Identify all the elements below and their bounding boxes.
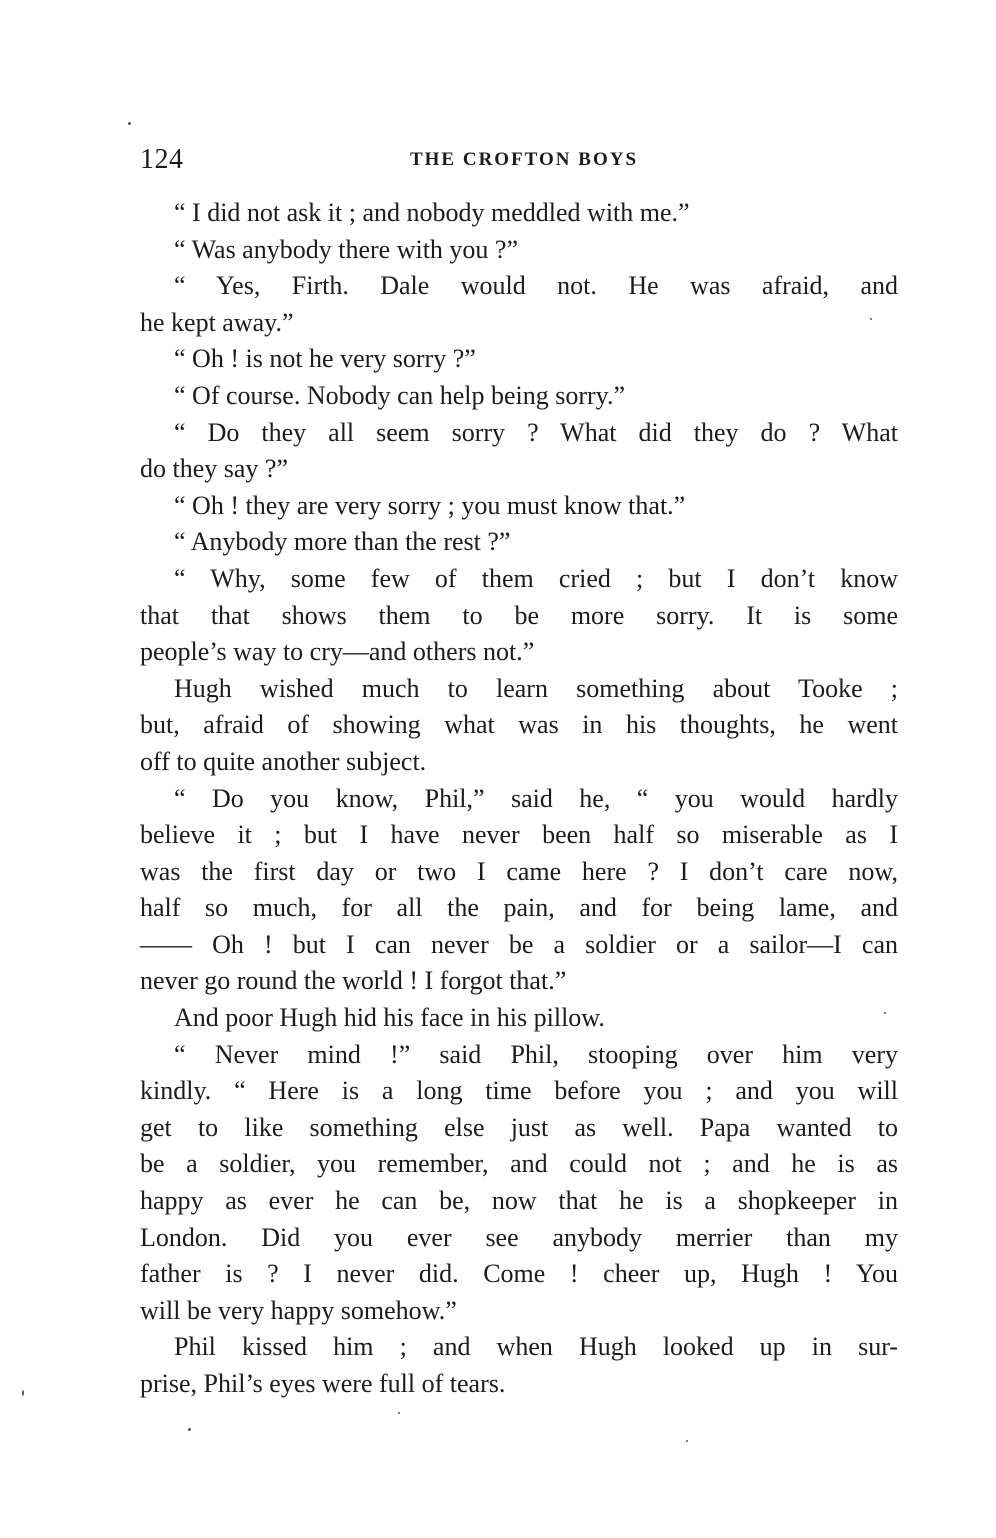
text-line: be a soldier, you remember, and could not ; and he is as bbox=[140, 1149, 898, 1179]
text-line: off to quite another subject. bbox=[140, 746, 427, 776]
body-text bbox=[140, 195, 898, 1403]
paper-speck bbox=[884, 1012, 886, 1014]
text-line: “ Never mind !” said Phil, stooping over him very bbox=[174, 1039, 898, 1069]
paper-speck bbox=[22, 1390, 24, 1396]
text-line: Hugh wished much to learn something about Tooke ; bbox=[174, 673, 898, 703]
text-line: “ Yes, Firth. Dale would not. He was afraid, and bbox=[174, 271, 898, 301]
text-line: he kept away.” bbox=[140, 307, 294, 337]
paper-speck bbox=[686, 1440, 688, 1442]
text-line: was the first day or two I came here ? I don’t care now, bbox=[140, 856, 898, 886]
paper-speck bbox=[128, 122, 131, 125]
text-line: “ Was anybody there with you ?” bbox=[174, 234, 518, 264]
text-line: And poor Hugh hid his face in his pillow. bbox=[174, 1003, 605, 1033]
text-line: believe it ; but I have never been half so miserable as I bbox=[140, 820, 898, 850]
text-line: “ Why, some few of them cried ; but I don’t know bbox=[174, 563, 898, 593]
text-line: never go round the world ! I forgot that.” bbox=[140, 966, 567, 996]
text-line: but, afraid of showing what was in his thoughts, he went bbox=[140, 710, 898, 740]
text-line: Phil kissed him ; and when Hugh looked up in sur- bbox=[174, 1332, 898, 1362]
text-line: get to like something else just as well. Papa wanted to bbox=[140, 1112, 898, 1142]
text-line: kindly. “ Here is a long time before you ; and you will bbox=[140, 1076, 898, 1106]
text-line: “ Oh ! is not he very sorry ?” bbox=[174, 344, 476, 374]
text-line: “ Anybody more than the rest ?” bbox=[174, 527, 511, 557]
text-line: London. Did you ever see anybody merrier than my bbox=[140, 1222, 898, 1252]
text-line: people’s way to cry—and others not.” bbox=[140, 637, 535, 667]
text-line: that that shows them to be more sorry. It is some bbox=[140, 600, 898, 630]
page-number: 124 bbox=[140, 144, 184, 175]
text-line: —— Oh ! but I can never be a soldier or a sailor—I can bbox=[140, 929, 898, 959]
text-line: “ I did not ask it ; and nobody meddled with me.” bbox=[174, 198, 690, 227]
text-line: half so much, for all the pain, and for being lame, and bbox=[140, 893, 898, 923]
text-line: “ Do they all seem sorry ? What did they do ? What bbox=[174, 417, 898, 447]
text-line: “ Oh ! they are very sorry ; you must know that.” bbox=[174, 490, 686, 520]
text-line: “ Of course. Nobody can help being sorry.” bbox=[174, 380, 626, 410]
paper-speck bbox=[870, 318, 872, 320]
text-line: prise, Phil’s eyes were full of tears. bbox=[140, 1369, 506, 1398]
paper-speck bbox=[398, 1412, 400, 1414]
paper-speck bbox=[188, 1428, 191, 1431]
text-line: will be very happy somehow.” bbox=[140, 1295, 457, 1325]
text-line: happy as ever he can be, now that he is a shopkeeper in bbox=[140, 1186, 898, 1216]
running-head: THE CROFTON BOYS bbox=[409, 149, 639, 170]
text-line: “ Do you know, Phil,” said he, “ you would hardly bbox=[174, 783, 898, 813]
text-line: father is ? I never did. Come ! cheer up, Hugh ! You bbox=[140, 1259, 898, 1289]
page-header bbox=[140, 140, 898, 180]
text-line: do they say ?” bbox=[140, 454, 289, 484]
